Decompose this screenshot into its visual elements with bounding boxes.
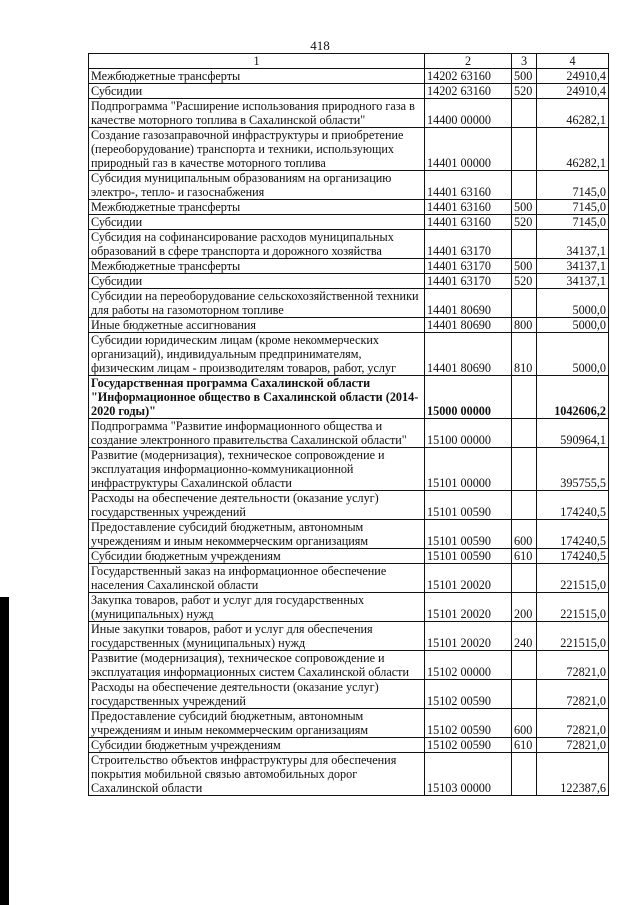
row-type-cell: 800: [512, 318, 537, 333]
row-name-cell: Создание газозаправочной инфраструктуры и приобретение (переоборудование) транспорта и техники, использующих природный газ в качестве моторного топлива: [89, 128, 425, 171]
row-name-cell: Субсидии бюджетным учреждениям: [89, 738, 425, 753]
page-number: 418: [310, 38, 330, 53]
row-amount-cell: 5000,0: [537, 333, 609, 376]
table-row: [89, 128, 609, 171]
row-amount-cell: 7145,0: [537, 200, 609, 215]
table-row: [89, 549, 609, 564]
row-amount-cell: 72821,0: [537, 709, 609, 738]
row-type-cell: [512, 419, 537, 448]
row-code-cell: 14401 80690: [425, 289, 512, 318]
row-amount-cell: 590964,1: [537, 419, 609, 448]
header-col-3: 3: [512, 54, 537, 69]
table-row: [89, 99, 609, 128]
row-code-cell: 15102 00000: [425, 651, 512, 680]
row-code-cell: 14401 63160: [425, 215, 512, 230]
row-type-cell: [512, 753, 537, 796]
table-row: [89, 651, 609, 680]
table-row: [89, 69, 609, 84]
row-code-cell: 15101 00590: [425, 549, 512, 564]
row-type-cell: [512, 289, 537, 318]
row-code-cell: 14401 63160: [425, 200, 512, 215]
row-name-cell: Развитие (модернизация), техническое сопровождение и эксплуатация информационных систем Сахалинской области: [89, 651, 425, 680]
row-name-cell: Субсидии: [89, 84, 425, 99]
row-code-cell: 14401 63170: [425, 259, 512, 274]
table-row: [89, 520, 609, 549]
header-col-1: 1: [89, 54, 425, 69]
row-amount-cell: 174240,5: [537, 549, 609, 564]
table-row: [89, 753, 609, 796]
row-code-cell: 15102 00590: [425, 680, 512, 709]
row-type-cell: [512, 564, 537, 593]
row-amount-cell: 72821,0: [537, 651, 609, 680]
row-code-cell: 15101 20020: [425, 593, 512, 622]
row-amount-cell: 221515,0: [537, 564, 609, 593]
row-type-cell: 520: [512, 215, 537, 230]
table-row: [89, 709, 609, 738]
row-amount-cell: 7145,0: [537, 215, 609, 230]
row-name-cell: Государственная программа Сахалинской области "Информационное общество в Сахалинской области (2014-2020 годы)": [89, 376, 425, 419]
row-name-cell: Субсидии: [89, 215, 425, 230]
row-code-cell: 15101 00000: [425, 448, 512, 491]
table-row: [89, 171, 609, 200]
row-type-cell: [512, 171, 537, 200]
row-code-cell: 15000 00000: [425, 376, 512, 419]
row-name-cell: Подпрограмма "Развитие информационного общества и создание электронного правительства Сахалинской области": [89, 419, 425, 448]
row-name-cell: Субсидия на софинансирование расходов муниципальных образований в сфере транспорта и дорожного хозяйства: [89, 230, 425, 259]
row-code-cell: 15101 20020: [425, 622, 512, 651]
row-type-cell: [512, 99, 537, 128]
row-amount-cell: 122387,6: [537, 753, 609, 796]
table-row: [89, 318, 609, 333]
table-row: [89, 274, 609, 289]
budget-table: [88, 53, 609, 796]
row-amount-cell: 7145,0: [537, 171, 609, 200]
row-name-cell: Развитие (модернизация), техническое сопровождение и эксплуатация информационно-коммуникационной инфраструктуры Сахалинской области: [89, 448, 425, 491]
row-code-cell: 15100 00000: [425, 419, 512, 448]
row-type-cell: 610: [512, 549, 537, 564]
row-code-cell: 15101 00590: [425, 491, 512, 520]
row-type-cell: 600: [512, 709, 537, 738]
row-name-cell: Межбюджетные трансферты: [89, 200, 425, 215]
row-code-cell: 14202 63160: [425, 84, 512, 99]
table-row: [89, 448, 609, 491]
row-name-cell: Субсидии бюджетным учреждениям: [89, 549, 425, 564]
row-code-cell: 14202 63160: [425, 69, 512, 84]
scan-edge-bar: [0, 597, 9, 905]
table-row: [89, 215, 609, 230]
row-type-cell: 810: [512, 333, 537, 376]
table-row: [89, 680, 609, 709]
table-row: [89, 84, 609, 99]
row-amount-cell: 221515,0: [537, 593, 609, 622]
row-amount-cell: 5000,0: [537, 289, 609, 318]
row-type-cell: 600: [512, 520, 537, 549]
row-code-cell: 14401 63160: [425, 171, 512, 200]
row-code-cell: 15101 20020: [425, 564, 512, 593]
row-name-cell: Государственный заказ на информационное обеспечение населения Сахалинской области: [89, 564, 425, 593]
row-name-cell: Межбюджетные трансферты: [89, 259, 425, 274]
row-amount-cell: 72821,0: [537, 738, 609, 753]
row-code-cell: 15103 00000: [425, 753, 512, 796]
header-col-4: 4: [537, 54, 609, 69]
row-name-cell: Субсидии юридическим лицам (кроме некоммерческих организаций), индивидуальным предпринимателям, физическим лицам - производителям товаров, работ, услуг: [89, 333, 425, 376]
row-code-cell: 14401 63170: [425, 230, 512, 259]
row-code-cell: 14401 63170: [425, 274, 512, 289]
row-type-cell: [512, 680, 537, 709]
row-type-cell: 500: [512, 259, 537, 274]
row-code-cell: 15101 00590: [425, 520, 512, 549]
table-row: [89, 419, 609, 448]
table-row: [89, 376, 609, 419]
row-type-cell: 200: [512, 593, 537, 622]
row-type-cell: [512, 230, 537, 259]
row-code-cell: 15102 00590: [425, 738, 512, 753]
row-name-cell: Иные закупки товаров, работ и услуг для обеспечения государственных (муниципальных) нужд: [89, 622, 425, 651]
row-name-cell: Предоставление субсидий бюджетным, автономным учреждениям и иным некоммерческим организациям: [89, 520, 425, 549]
table-row: [89, 491, 609, 520]
row-amount-cell: 221515,0: [537, 622, 609, 651]
row-amount-cell: 1042606,2: [537, 376, 609, 419]
table-header: [89, 54, 609, 69]
row-type-cell: [512, 128, 537, 171]
row-type-cell: [512, 651, 537, 680]
row-name-cell: Субсидии на переоборудование сельскохозяйственной техники для работы на газомоторном топливе: [89, 289, 425, 318]
row-amount-cell: 72821,0: [537, 680, 609, 709]
row-name-cell: Межбюджетные трансферты: [89, 69, 425, 84]
row-amount-cell: 34137,1: [537, 259, 609, 274]
row-type-cell: [512, 491, 537, 520]
row-name-cell: Иные бюджетные ассигнования: [89, 318, 425, 333]
row-type-cell: [512, 448, 537, 491]
row-code-cell: 14400 00000: [425, 99, 512, 128]
row-amount-cell: 24910,4: [537, 84, 609, 99]
row-code-cell: 14401 00000: [425, 128, 512, 171]
table-row: [89, 200, 609, 215]
budget-table-container: [88, 53, 608, 796]
row-type-cell: 500: [512, 69, 537, 84]
row-code-cell: 14401 80690: [425, 333, 512, 376]
row-name-cell: Строительство объектов инфраструктуры для обеспечения покрытия мобильной связью автомобильных дорог Сахалинской области: [89, 753, 425, 796]
row-amount-cell: 34137,1: [537, 230, 609, 259]
row-type-cell: 610: [512, 738, 537, 753]
table-body: [89, 69, 609, 796]
row-code-cell: 14401 80690: [425, 318, 512, 333]
row-name-cell: Субсидии: [89, 274, 425, 289]
table-row: [89, 564, 609, 593]
row-amount-cell: 395755,5: [537, 448, 609, 491]
row-amount-cell: 24910,4: [537, 69, 609, 84]
row-type-cell: 520: [512, 84, 537, 99]
row-name-cell: Предоставление субсидий бюджетным, автономным учреждениям и иным некоммерческим организациям: [89, 709, 425, 738]
row-amount-cell: 174240,5: [537, 520, 609, 549]
row-name-cell: Расходы на обеспечение деятельности (оказание услуг) государственных учреждений: [89, 680, 425, 709]
row-amount-cell: 5000,0: [537, 318, 609, 333]
row-type-cell: 500: [512, 200, 537, 215]
row-name-cell: Закупка товаров, работ и услуг для государственных (муниципальных) нужд: [89, 593, 425, 622]
row-amount-cell: 34137,1: [537, 274, 609, 289]
table-row: [89, 593, 609, 622]
header-col-2: 2: [425, 54, 512, 69]
row-type-cell: [512, 376, 537, 419]
table-row: [89, 259, 609, 274]
row-name-cell: Субсидия муниципальным образованиям на организацию электро-, тепло- и газоснабжения: [89, 171, 425, 200]
table-row: [89, 230, 609, 259]
row-type-cell: 520: [512, 274, 537, 289]
row-amount-cell: 46282,1: [537, 99, 609, 128]
row-name-cell: Расходы на обеспечение деятельности (оказание услуг) государственных учреждений: [89, 491, 425, 520]
table-row: [89, 289, 609, 318]
row-amount-cell: 46282,1: [537, 128, 609, 171]
table-row: [89, 622, 609, 651]
header-row: [89, 54, 609, 69]
row-amount-cell: 174240,5: [537, 491, 609, 520]
row-type-cell: 240: [512, 622, 537, 651]
row-name-cell: Подпрограмма "Расширение использования природного газа в качестве моторного топлива в Сахалинской области": [89, 99, 425, 128]
row-code-cell: 15102 00590: [425, 709, 512, 738]
table-row: [89, 738, 609, 753]
table-row: [89, 333, 609, 376]
